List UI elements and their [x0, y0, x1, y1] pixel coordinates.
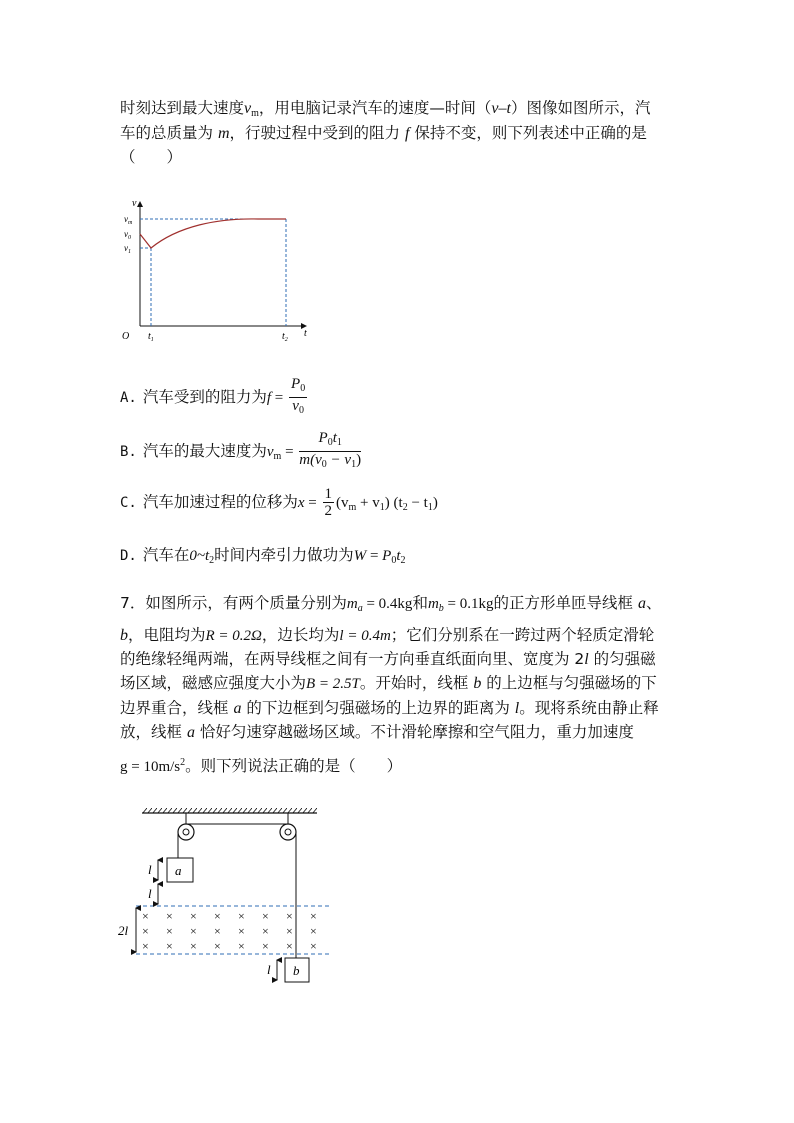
origin-label: O — [122, 331, 130, 342]
field-mark: × — [286, 909, 293, 923]
q7-line-2: b，电阻均为R = 0.2Ω，边长均为l = 0.4m；它们分别系在一跨过两个轻质定滑轮 — [120, 626, 655, 644]
field-mark: × — [310, 909, 317, 923]
q7-line-6: 放，线框 a 恰好匀速穿越磁场区域。不计滑轮摩擦和空气阻力，重力加速度 — [120, 723, 634, 741]
vm-label: $v_m$ — [124, 214, 133, 226]
field-mark: × — [142, 909, 149, 923]
field-mark: × — [166, 924, 173, 938]
field-mark: × — [238, 909, 245, 923]
dim-2l-label: 2l — [118, 923, 129, 938]
frame-a-label: a — [175, 863, 182, 878]
axis-t-label: t — [304, 328, 307, 339]
field-mark: × — [214, 924, 221, 938]
field-mark: × — [214, 909, 221, 923]
q7-line-1: 7．如图所示，有两个质量分别为$m_a = 0.4kg$和$m_b = 0.1kg$的正方形单匝导线框 a、 — [120, 594, 662, 614]
frame-b-label: b — [293, 963, 300, 978]
option-d[interactable]: D. 汽车在$0\sim t_2$时间内牵引力做功为$W = P_0t_2$ — [120, 546, 406, 566]
dim-l1-label: l — [148, 862, 152, 877]
q7-line-4: 场区域，磁感应强度大小为B = 2.5T。开始时，线框 b 的上边框与匀强磁场的下 — [120, 674, 657, 692]
axis-v-label: v — [132, 198, 137, 209]
q7-line-7: $g = 10m/s^2$。则下列说法正确的是（ ） — [120, 757, 403, 775]
field-mark: × — [190, 924, 197, 938]
field-mark: × — [238, 939, 245, 953]
field-mark: × — [142, 939, 149, 953]
field-mark: × — [262, 909, 269, 923]
pulley-figure — [112, 808, 342, 988]
field-mark: × — [190, 909, 197, 923]
field-mark: × — [262, 939, 269, 953]
v1-label: $v_1$ — [124, 243, 131, 255]
q7-line-5: 边界重合，线框 a 的下边框到匀强磁场的上边界的距离为 l。现将系统由静止释 — [120, 699, 659, 717]
dim-l2-label: l — [148, 886, 152, 901]
field-mark: × — [286, 939, 293, 953]
vt-graph — [118, 196, 318, 348]
option-c[interactable]: C. 汽车加速过程的位移为x = $\frac{1}{2}$ $(v_m + v_1) (t_2 - t_1)$ — [120, 486, 438, 519]
field-mark: × — [214, 939, 221, 953]
field-mark: × — [286, 924, 293, 938]
option-a[interactable]: A. 汽车受到的阻力为f = $\frac{P_0}{v_0}$ — [120, 376, 306, 416]
q7-line-3: 的绝缘轻绳两端，在两导线框之间有一方向垂直纸面向里、宽度为 2l 的匀强磁 — [120, 650, 656, 668]
v0-label: $v_0$ — [124, 229, 131, 241]
field-mark: × — [262, 924, 269, 938]
dim-l3-label: l — [267, 962, 271, 977]
magnetic-field-marks — [142, 909, 317, 953]
t1-label: $t_1$ — [148, 331, 154, 343]
q6-line-2: 车的总质量为 m，行驶过程中受到的阻力 f 保持不变，则下列表述中正确的是 — [120, 124, 647, 142]
option-b[interactable]: B. 汽车的最大速度为$v_m$ = $\frac{P_0t_1}{m(v_0 - v_1)}$ — [120, 430, 362, 470]
ceiling-hatch — [142, 808, 317, 813]
field-mark: × — [166, 939, 173, 953]
field-mark: × — [310, 924, 317, 938]
field-mark: × — [142, 924, 149, 938]
q6-line-3: （ ） — [120, 148, 183, 166]
velocity-curve — [140, 219, 286, 248]
field-mark: × — [166, 909, 173, 923]
t2-label: $t_2$ — [282, 331, 288, 343]
field-mark: × — [190, 939, 197, 953]
q6-line-1: 时刻达到最大速度$v_m$，用电脑记录汽车的速度—时间（v–t）图像如图所示，汽 — [120, 99, 651, 119]
field-mark: × — [310, 939, 317, 953]
field-mark: × — [238, 924, 245, 938]
